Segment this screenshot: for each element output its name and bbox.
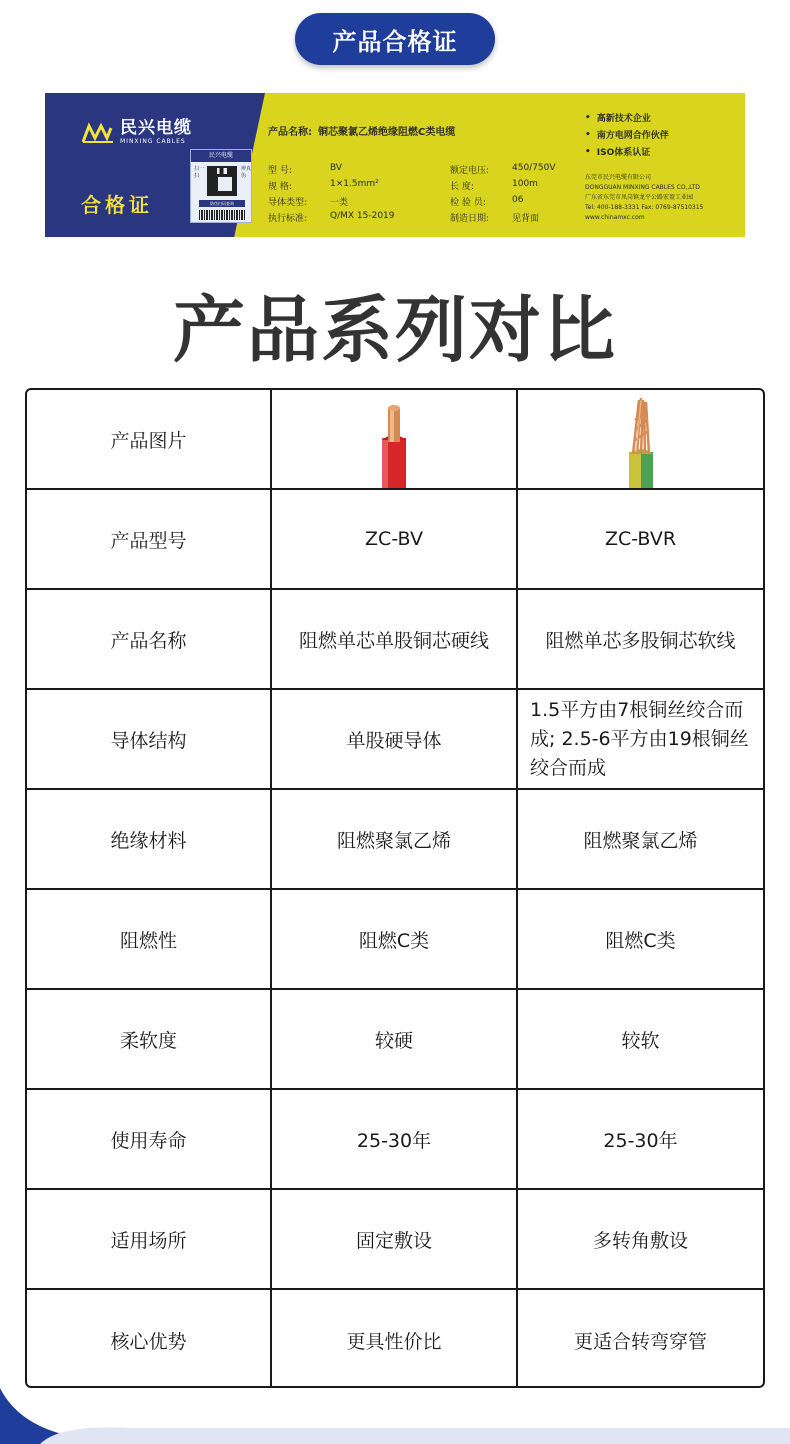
footer-wave [0, 1388, 790, 1444]
company-website: www.chinamxc.com [585, 214, 645, 221]
brand-logo [81, 120, 192, 146]
bvr-cell: 多转角敷设 [518, 1190, 763, 1290]
spec-value: Q/MX 15-2019 [330, 211, 395, 221]
spec-row [450, 211, 556, 227]
spec-row [268, 179, 395, 195]
spec-row [450, 195, 556, 211]
bv-cell: 25-30年 [272, 1090, 518, 1190]
row-label: 柔软度 [27, 990, 272, 1090]
product-name-value: 铜芯聚氯乙烯绝缘阻燃C类电缆 [318, 127, 456, 138]
bullet-item: • 高新技术企业 [585, 109, 669, 126]
spec-row [268, 211, 395, 227]
bv-cell: 更具性价比 [272, 1290, 518, 1388]
product-name-label: 产品名称: [268, 127, 312, 138]
bvr-cell: 较软 [518, 990, 763, 1090]
company-phone: Tel: 400-188-3331 Fax: 0769-87510315 [585, 204, 704, 211]
specs-right [450, 163, 556, 227]
bvr-cell: 阻燃C类 [518, 890, 763, 990]
bv-cell: 单股硬导体 [272, 690, 518, 790]
spec-value: 450/750V [512, 163, 556, 173]
bvr-cell: ZC-BVR [518, 490, 763, 590]
spec-value: 一类 [330, 198, 349, 208]
specs-left [268, 163, 395, 227]
row-label: 产品型号 [27, 490, 272, 590]
company-name-cn: 东莞市民兴电缆有限公司 [585, 174, 652, 181]
spec-value: 1×1.5mm² [330, 179, 379, 189]
bvr-wire-image [518, 390, 763, 490]
row-label: 核心优势 [27, 1290, 272, 1388]
page-title: 产品系列对比 [172, 288, 617, 372]
qr-code-icon [207, 166, 237, 196]
spec-label: 型 号: [268, 166, 292, 176]
anti-counterfeit-label [190, 149, 252, 223]
spec-row [450, 179, 556, 195]
bvr-cell: 25-30年 [518, 1090, 763, 1190]
brand-mark-icon [81, 122, 115, 144]
spec-value: 见背面 [512, 214, 540, 224]
bvr-cell: 阻燃单芯多股铜芯软线 [518, 590, 763, 690]
spec-label: 检 验 员: [450, 198, 486, 208]
spec-label: 执行标准: [268, 214, 308, 224]
qr-query-label: 防伪扫码查询 [199, 200, 245, 207]
spec-row [268, 163, 395, 179]
company-info [585, 173, 703, 223]
certificate-title: 合格证 [81, 193, 153, 217]
company-address: 广东省东莞市凤岗镇龙平公路宏盈工业园 [585, 194, 694, 201]
qr-side-left-text: 扫一扫 [194, 166, 205, 179]
brand-name-en: MINXING CABLES [120, 138, 186, 145]
comparison-table [25, 388, 765, 1388]
brand-name-cn: 民兴电缆 [120, 118, 192, 138]
spec-row [268, 195, 395, 211]
certification-bullets [585, 109, 669, 160]
bv-cell: 阻燃单芯单股铜芯硬线 [272, 590, 518, 690]
bv-cell: 阻燃聚氯乙烯 [272, 790, 518, 890]
spec-value: BV [330, 163, 343, 173]
bv-cell: 固定敷设 [272, 1190, 518, 1290]
row-label: 导体结构 [27, 690, 272, 790]
certificate-badge: 产品合格证 [295, 13, 495, 65]
row-label: 绝缘材料 [27, 790, 272, 890]
company-name-en: DONGGUAN MINXING CABLES CO.,LTD [585, 184, 700, 191]
bv-cell: 阻燃C类 [272, 890, 518, 990]
bullet-item: • ISO体系认证 [585, 143, 669, 160]
bullet-item: • 南方电网合作伙伴 [585, 126, 669, 143]
row-label: 适用场所 [27, 1190, 272, 1290]
spec-value: 100m [512, 179, 538, 189]
bv-wire-icon [364, 390, 424, 488]
spec-label: 制造日期: [450, 214, 490, 224]
spec-label: 额定电压: [450, 166, 490, 176]
spec-value: 06 [512, 195, 524, 205]
row-label: 使用寿命 [27, 1090, 272, 1190]
bvr-wire-icon [611, 390, 671, 488]
spec-row [450, 163, 556, 179]
qr-card-brand: 民兴电缆 [191, 150, 251, 162]
spec-label: 长 度: [450, 182, 474, 192]
barcode-icon [199, 210, 245, 220]
bvr-cell: 阻燃聚氯乙烯 [518, 790, 763, 890]
row-label: 阻燃性 [27, 890, 272, 990]
row-label: 产品图片 [27, 390, 272, 490]
bv-cell: ZC-BV [272, 490, 518, 590]
spec-label: 规 格: [268, 182, 292, 192]
bvr-cell: 更适合转弯穿管 [573, 1330, 707, 1353]
qr-side-right-text: 辨真伪 [241, 166, 252, 179]
bv-wire-image [272, 390, 518, 490]
spec-label: 导体类型: [268, 198, 308, 208]
bvr-cell: 1.5平方由7根铜丝绞合而成; 2.5-6平方由19根铜丝绞合而成 [518, 690, 763, 790]
certificate-banner [45, 93, 745, 237]
product-name-line [268, 123, 455, 138]
bv-cell: 较硬 [272, 990, 518, 1090]
row-label: 产品名称 [27, 590, 272, 690]
